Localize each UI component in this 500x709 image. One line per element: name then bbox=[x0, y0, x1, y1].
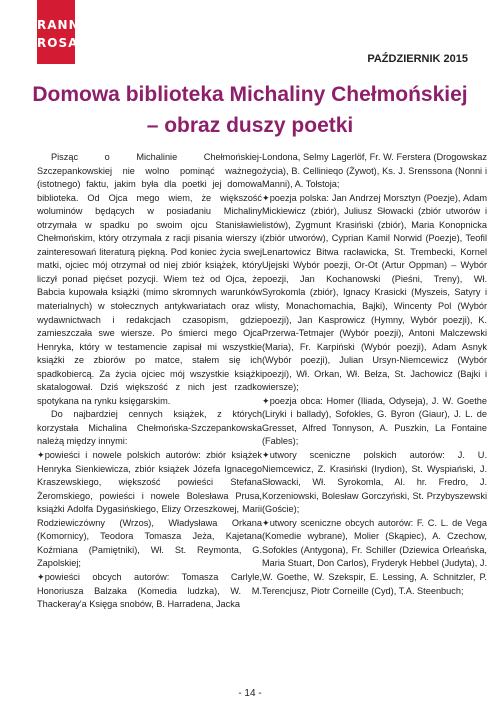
list-item: ✦poezja obca: Homer (Iliada, Odyseja), J. W. Goethe (Liryki i ballady), Sofokles, G. Byron (Giaur), J. L. de Gresset, Alfred Tonnyson, A. Puszkin, La Fontaine (Fables); bbox=[262, 395, 487, 447]
paragraph: Do najbardziej cennych książek, z których korzystała Michalina Chełmońska-Szczepankowska należą między innymi: bbox=[37, 409, 262, 447]
logo-line-1: RANNA bbox=[37, 18, 90, 32]
issue-date: PAŹDZIERNIK 2015 bbox=[367, 53, 468, 65]
left-column bbox=[37, 151, 262, 612]
article-title-line-1: Domowa biblioteka Michaliny Chełmońskiej bbox=[32, 83, 468, 106]
list-item: ✦poezja polska: Jan Andrzej Morsztyn (Poezje), Adam Mickiewicz (zbiór), Juliusz Słowacki (zbiór utworów i listów), Zygmunt Krasiński (zbiór), Maria Konopnicka (zbiór utworów), Cyprian Kamil Norwid (Poezje), Teofil Lenartowicz Bitwa racławicka, St. Trembecki, Kornel Ujejski Wybór poezji, Or-Ot (Artur Oppman) – Wybór poezji, Jan Kochanowski (Pieśni, Treny), Wł. Syrokomla (zbiór), Ignacy Krasicki (Myszeis, Satyry i listy, Monachomachia, Bajki), Wincenty Pol (Wybór poezji), Jan Kasprowicz (Hymny, Wybór poezji), K. Przerwa-Tetmajer (Wybór poezji), Antoni Malczewski (Maria), Fr. Karpiński (Wybór poezji), Adam Asnyk (Wybór poezji), Julian Ursyn-Niemcewicz (Wybór poezji), Wł. Orkan, Wł. Bełza, St. Jachowicz (Bajki i wiersze); bbox=[262, 192, 487, 393]
right-column bbox=[262, 151, 487, 598]
list-item: ✦utwory sceniczne polskich autorów: J. U. Niemcewicz, Z. Krasiński (Irydion), St. Wyspiański, J. Słowacki, Wł. Syrokomla, Al. hr. Fredro, J. Korzeniowski, Bolesław Gorczyński, St. Przybyszewski (Goście); bbox=[262, 450, 487, 515]
page-number: - 14 - bbox=[238, 688, 262, 699]
list-item: ✦powieści i nowele polskich autorów: zbiór książek Henryka Sienkiewicza, zbiór książek Józefa Ignacego Kraszewskiego, większość powieści Stefana Żeromskiego, powieści i nowele Bolesława Prusa, książki Adolfa Dygasińskiego, Elizy Orzeszkowej, Marii Rodziewiczówny (Wrzos), Władysława Orkana (Komornicy), Teodora Tomasza Jeża, Kajetana Koźmiana (Pamiętniki), Wł. St. Reymonta, G. Zapolskiej; bbox=[37, 450, 262, 569]
logo-line-2: ROSA bbox=[37, 36, 79, 50]
list-item: ✦utwory sceniczne obcych autorów: F. C. L. de Vega (Komedie wybrane), Molier (Skąpiec), A. Czechow, Sofokles (Antygona), Fr. Schiller (Dziewica Orleańska, Maria Stuart, Don Carlos), Fryderyk Hebbel (Judyta), J. W. Goethe, W. Szekspir, E. Lessing, A. Schnitzler, P. Terencjusz, Piotr Corneille (Cyd), T.A. Steenbuch; bbox=[262, 517, 487, 596]
magazine-logo bbox=[37, 0, 90, 64]
paragraph: Londona, Selmy Lagerlöf, Fr. W. Ferstera (Drogowskaz życia), B. Cellinieqo (Żywot), Ks. J. Srenssona (Nonni i Manni), A. Tołstoja; bbox=[262, 152, 487, 190]
paragraph: Pisząc o Michalinie Chełmońskiej-Szczepankowskiej nie wolno pominąć ważnego (istotnego) faktu, jakim była dla poetki jej domowa biblioteka. Od Ojca mego wiem, że większość woluminów będących w posiadaniu Michaliny otrzymała w spadku po swoim ojcu Stanisławie Chełmońskim, który otrzymała z racji pisania wierszy i zainteresowań literaturą piękną. Pod koniec życia swej matki, ojciec mój otrzymał od niej zbiór książek, który liczył ponad pięćset pozycji. Wiem też od Ojca, że Babcia kupowała książki (mimo skromnych warunków materialnych) w stołecznych antykwariatach oraz w wydawnictwach i redakcjach czasopism, gdzie zamieszczała swe wiersze. Po śmierci mego Ojca Henryka, który w testamencie zapisał mi wszystkie książki ze zbiorów po matce, stałem się ich spadkobiercą. Za życia ojciec mój wszystkie książki skatalogował. Dziś większość z nich jest rzadko spotykana na rynku księgarskim. bbox=[37, 152, 262, 406]
article-title-line-2: – obraz duszy poetki bbox=[146, 114, 354, 137]
list-item: ✦powieści obcych autorów: Tomasza Carlyle, Honoriusza Balzaka (Komedia ludzka), W. M. Thackeray'a Księga snobów, B. Harradena, Jacka bbox=[37, 571, 262, 610]
